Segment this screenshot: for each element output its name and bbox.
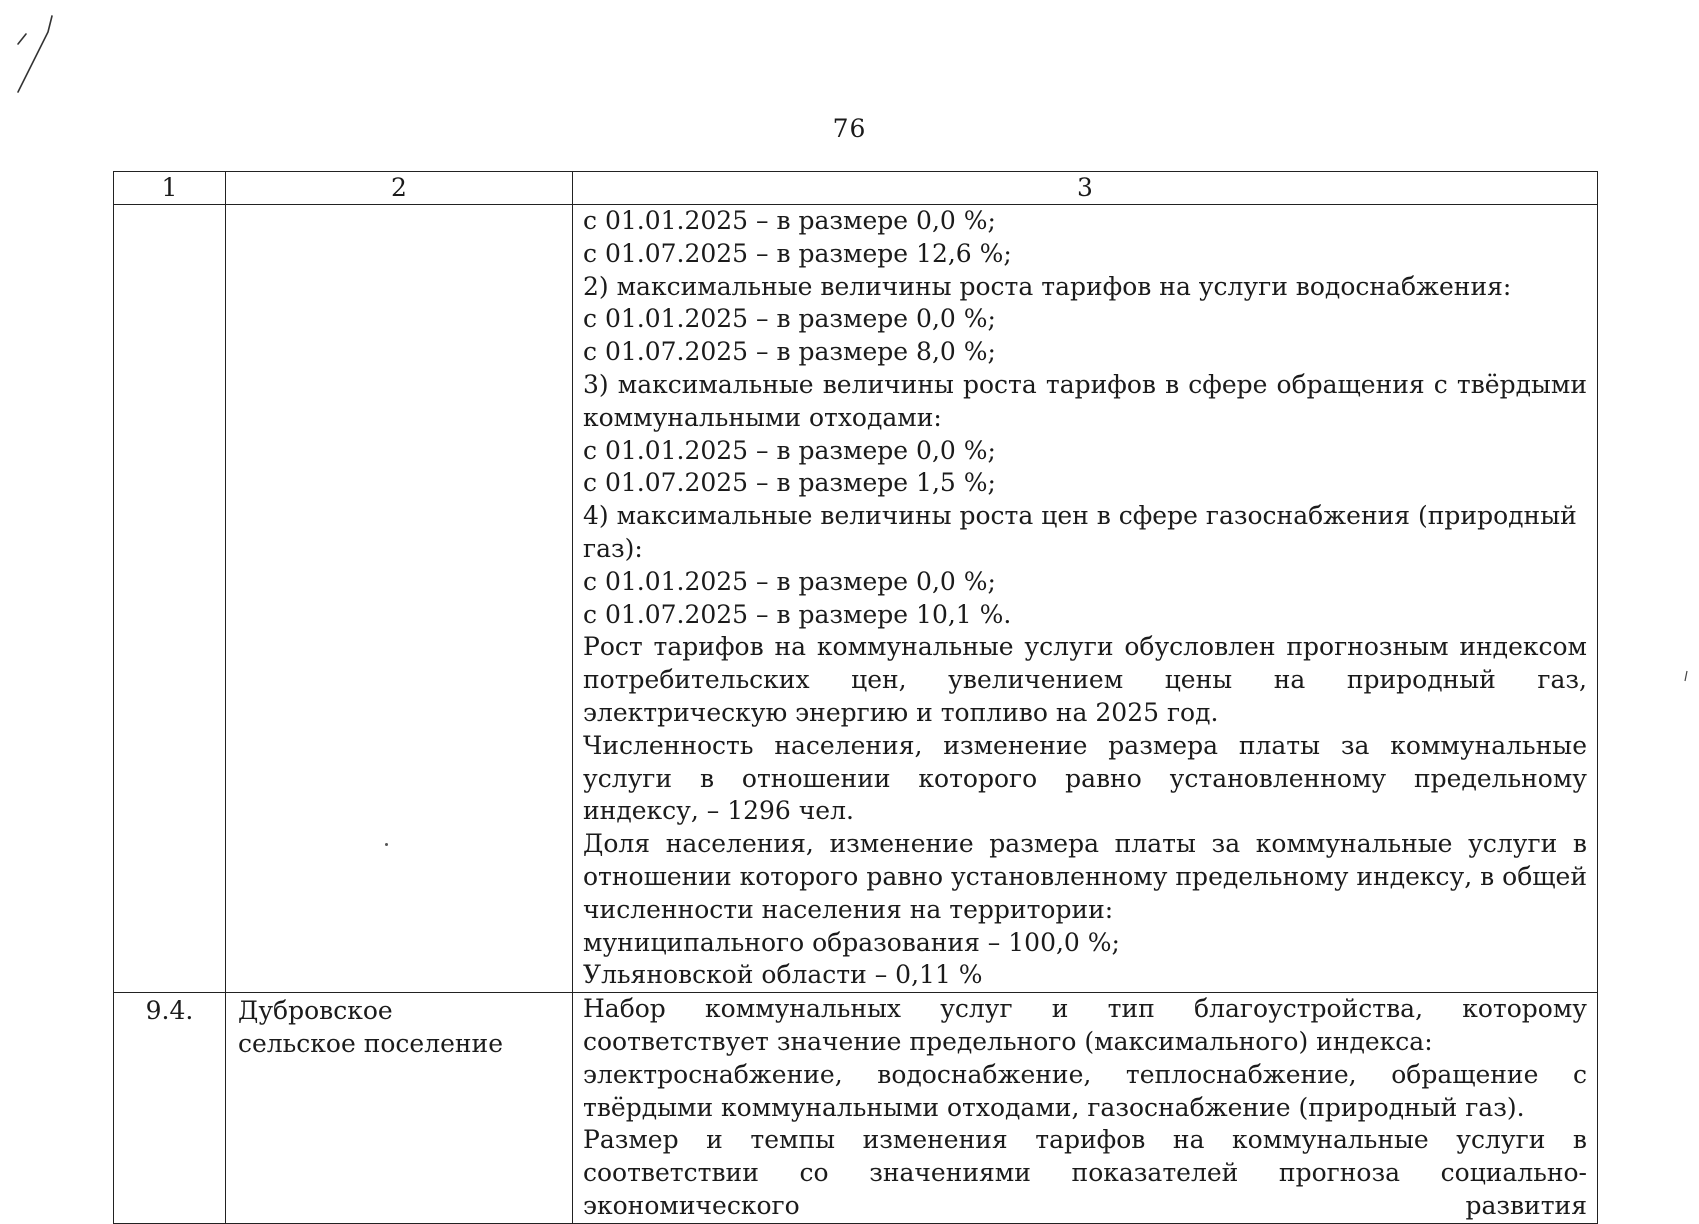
paragraph: с 01.07.2025 – в размере 1,5 %; [583, 468, 996, 498]
paragraph: Рост тарифов на коммунальные услуги обусловлен прогнозным индексом потребительских цен, увеличением цены на природный газ, электрическую энергию и топливо на 2025 год. [583, 632, 1587, 727]
paragraph: Размер и темпы изменения тарифов на коммунальные услуги в соответствии со значениями показателей прогноза социально-экономического развития [583, 1125, 1587, 1220]
paragraph: Доля населения, изменение размера платы за коммунальные услуги в отношении которого равно установленному предельному индексу, в общей численности населения на территории: [583, 829, 1587, 924]
paragraph: 4) максимальные величины роста цен в сфере газоснабжения (природный газ): [583, 501, 1577, 563]
page-number: 76 [832, 114, 867, 143]
paragraph: с 01.01.2025 – в размере 0,0 %; [583, 304, 996, 334]
paragraph: 3) максимальные величины роста тарифов в сфере обращения с твёрдыми коммунальными отходами: [583, 369, 1587, 432]
paragraph: с 01.01.2025 – в размере 0,0 %; [583, 435, 996, 465]
paragraph: Набор коммунальных услуг и тип благоустройства, которому соответствует значение предельного (максимального) индекса: [583, 994, 1587, 1056]
tariff-table [113, 171, 1598, 1224]
settlement-name [226, 993, 573, 1224]
paragraph: с 01.07.2025 – в размере 12,6 %; [583, 238, 1012, 268]
description-cell [573, 205, 1598, 993]
column-header-3: 3 [573, 172, 1598, 205]
paragraph: с 01.07.2025 – в размере 10,1 %. [583, 599, 1012, 629]
paragraph: с 01.07.2025 – в размере 8,0 %; [583, 337, 996, 367]
settlement-name-line: сельское поселение [238, 1029, 504, 1059]
settlement-name [226, 205, 573, 993]
paragraph: муниципального образования – 100,0 %; [583, 927, 1120, 957]
row-number: 9.4. [114, 993, 226, 1224]
paragraph: Ульяновской области – 0,11 % [583, 960, 983, 990]
table-row [114, 993, 1598, 1224]
paragraph: 2) максимальные величины роста тарифов на услуги водоснабжения: [583, 271, 1512, 301]
row-number [114, 205, 226, 993]
margin-tick [1684, 670, 1688, 682]
column-header-1: 1 [114, 172, 226, 205]
paragraph: электроснабжение, водоснабжение, теплоснабжение, обращение с твёрдыми коммунальными отходами, газоснабжение (природный газ). [583, 1059, 1587, 1122]
description-cell [573, 993, 1598, 1224]
handwritten-mark [10, 10, 70, 95]
header-row [114, 172, 1598, 205]
column-header-2: 2 [226, 172, 573, 205]
paragraph: Численность населения, изменение размера платы за коммунальные услуги в отношении которого равно установленному предельному индексу, – 1296 чел. [583, 730, 1587, 826]
table-row [114, 205, 1598, 993]
paragraph: с 01.01.2025 – в размере 0,0 %; [583, 566, 996, 596]
paragraph: с 01.01.2025 – в размере 0,0 %; [583, 206, 996, 235]
settlement-name-line: Дубровское [238, 996, 393, 1026]
